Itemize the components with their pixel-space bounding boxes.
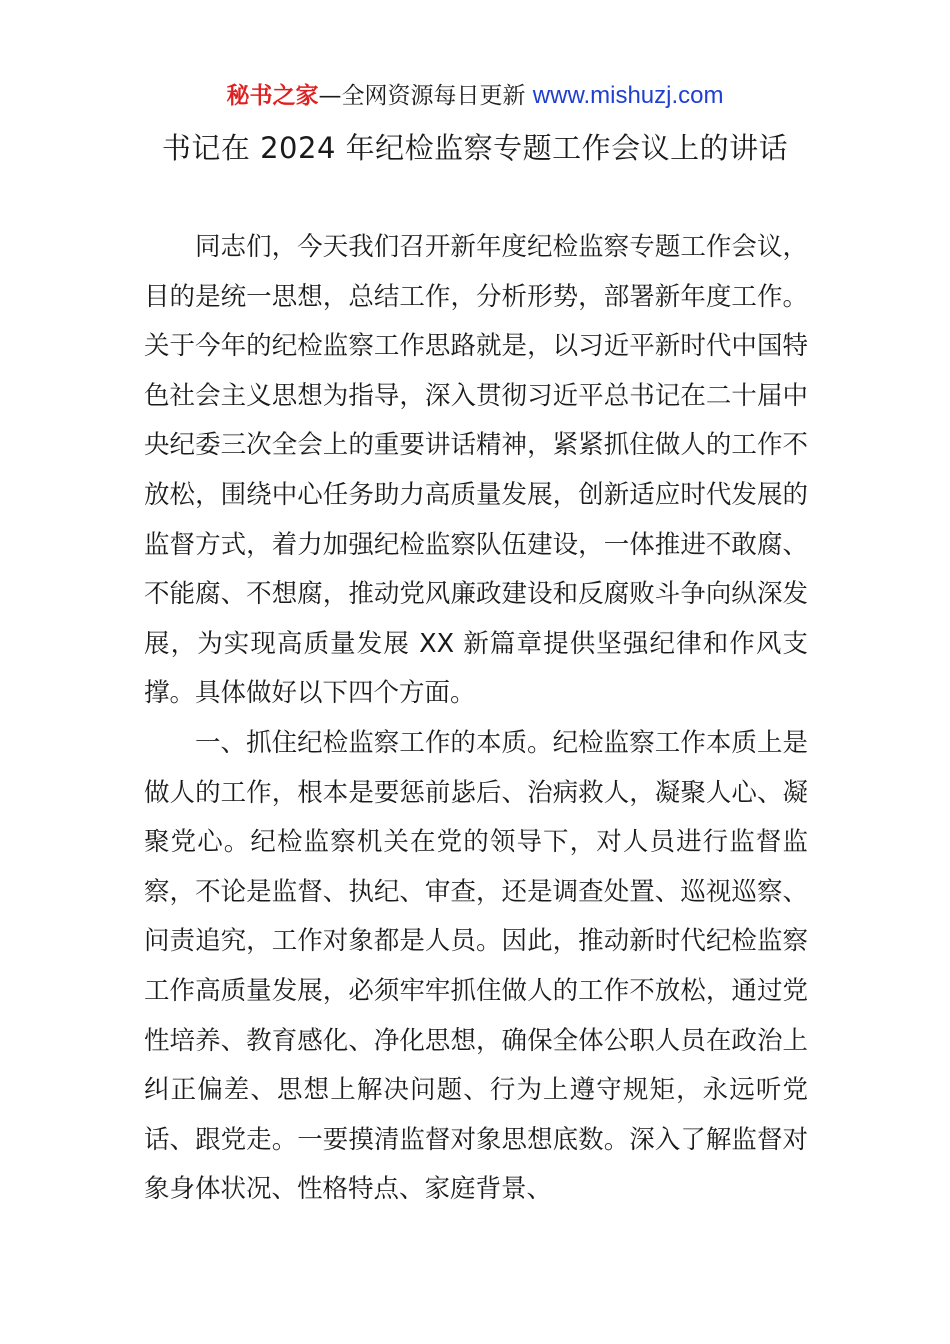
paragraph-intro: 同志们，今天我们召开新年度纪检监察专题工作会议，目的是统一思想，总结工作，分析形势，部署新年度工作。关于今年的纪检监察工作思路就是，以习近平新时代中国特色社会主义思想为指导，深入贯彻习近平总书记在二十届中央纪委三次全会上的重要讲话精神，紧紧抓住做人的工作不放松，围绕中心任务助力高质量发展，创新适应时代发展的监督方式，着力加强纪检监察队伍建设，一体推进不敢腐、不能腐、不想腐，推动党风廉政建设和反腐败斗争向纵深发展，为实现高质量发展 XX 新篇章提供坚强纪律和作风支撑。具体做好以下四个方面。 bbox=[144, 232, 808, 709]
brand-name: 秘书之家 bbox=[226, 83, 319, 109]
paragraph-section-one: 一、抓住纪检监察工作的本质。纪检监察工作本质上是做人的工作，根本是要惩前毖后、治病救人，凝聚人心、凝聚党心。纪检监察机关在党的领导下，对人员进行监督监察，不论是监督、执纪、审查，还是调查处置、巡视巡察、问责追究，工作对象都是人员。因此，推动新时代纪检监察工作高质量发展，必须牢牢抓住做人的工作不放松，通过党性培养、教育感化、净化思想，确保全体公职人员在政治上纠正偏差、思想上解决问题、行为上遵守规矩，永远听党话、跟党走。一要摸清监督对象思想底数。深入了解监督对象身体状况、性格特点、家庭背景、 bbox=[144, 727, 808, 1205]
site-header bbox=[0, 80, 950, 112]
header-tagline: —全网资源每日更新 bbox=[318, 83, 533, 109]
document-title: 书记在 2024 年纪检监察专题工作会议上的讲话 bbox=[161, 131, 789, 165]
site-url-link[interactable]: www.mishuzj.com bbox=[532, 82, 724, 109]
document-body bbox=[144, 223, 808, 1215]
